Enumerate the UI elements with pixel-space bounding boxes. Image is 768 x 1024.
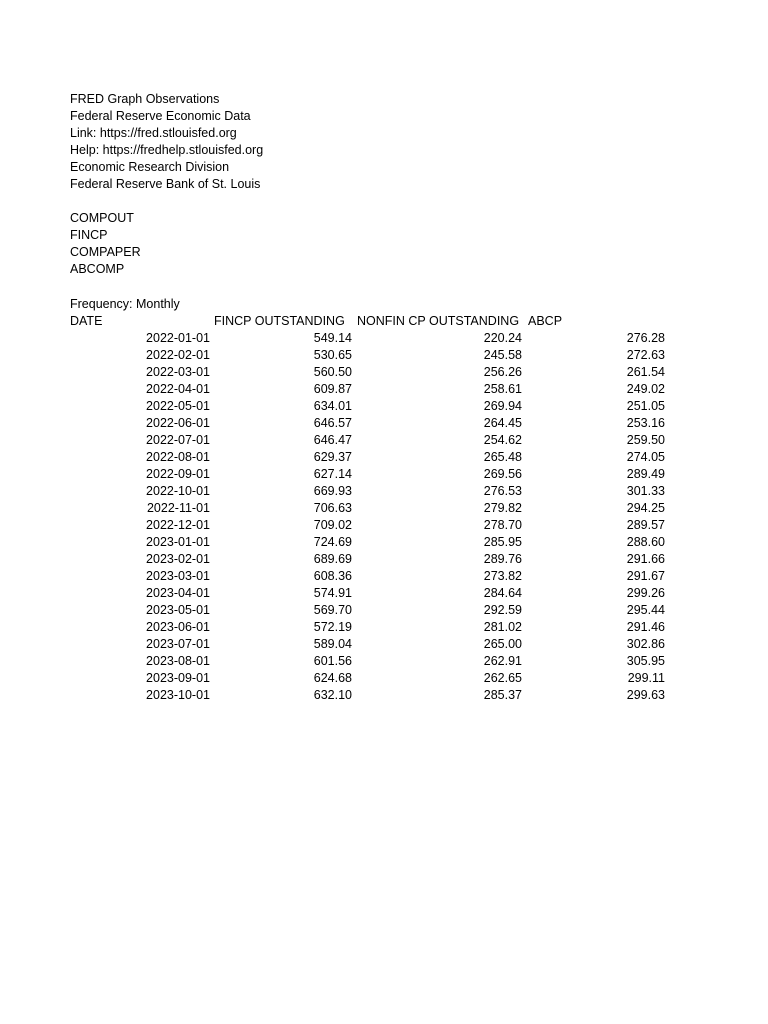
nonfin-cell: 278.70 <box>483 518 522 532</box>
fincp-cell: 709.02 <box>313 518 352 532</box>
nonfin-cell: 220.24 <box>483 331 522 345</box>
fincp-cell: 634.01 <box>313 399 352 413</box>
fincp-cell: 689.69 <box>313 552 352 566</box>
nonfin-cell: 285.95 <box>483 535 522 549</box>
header-line-bank: Federal Reserve Bank of St. Louis <box>70 177 261 191</box>
date-cell: 2023-10-01 <box>146 688 210 702</box>
fincp-cell: 601.56 <box>313 654 352 668</box>
nonfin-cell: 262.65 <box>483 671 522 685</box>
fincp-cell: 646.47 <box>313 433 352 447</box>
series-id-abcomp: ABCOMP <box>70 262 125 276</box>
abcp-cell: 291.46 <box>626 620 665 634</box>
date-cell: 2022-05-01 <box>146 399 210 413</box>
abcp-cell: 274.05 <box>626 450 665 464</box>
date-cell: 2023-08-01 <box>146 654 210 668</box>
date-cell: 2023-09-01 <box>146 671 210 685</box>
abcp-cell: 299.63 <box>626 688 665 702</box>
fincp-cell: 632.10 <box>313 688 352 702</box>
nonfin-cell: 281.02 <box>483 620 522 634</box>
fincp-cell: 669.93 <box>313 484 352 498</box>
date-cell: 2023-04-01 <box>146 586 210 600</box>
fincp-cell: 724.69 <box>313 535 352 549</box>
nonfin-cell: 289.76 <box>483 552 522 566</box>
date-cell: 2023-05-01 <box>146 603 210 617</box>
nonfin-cell: 276.53 <box>483 484 522 498</box>
fincp-cell: 530.65 <box>313 348 352 362</box>
date-cell: 2022-06-01 <box>146 416 210 430</box>
date-cell: 2022-09-01 <box>146 467 210 481</box>
nonfin-cell: 265.00 <box>483 637 522 651</box>
nonfin-cell: 279.82 <box>483 501 522 515</box>
abcp-cell: 261.54 <box>626 365 665 379</box>
abcp-cell: 295.44 <box>626 603 665 617</box>
date-cell: 2022-04-01 <box>146 382 210 396</box>
fincp-cell: 629.37 <box>313 450 352 464</box>
abcp-cell: 259.50 <box>626 433 665 447</box>
nonfin-cell: 256.26 <box>483 365 522 379</box>
date-cell: 2022-08-01 <box>146 450 210 464</box>
nonfin-cell: 269.56 <box>483 467 522 481</box>
date-cell: 2022-11-01 <box>146 501 210 515</box>
fincp-cell: 549.14 <box>313 331 352 345</box>
abcp-cell: 251.05 <box>626 399 665 413</box>
nonfin-cell: 292.59 <box>483 603 522 617</box>
nonfin-cell: 285.37 <box>483 688 522 702</box>
abcp-cell: 301.33 <box>626 484 665 498</box>
date-cell: 2023-02-01 <box>146 552 210 566</box>
nonfin-cell: 284.64 <box>483 586 522 600</box>
header-line-link: Link: https://fred.stlouisfed.org <box>70 126 237 140</box>
date-cell: 2023-01-01 <box>146 535 210 549</box>
nonfin-cell: 262.91 <box>483 654 522 668</box>
fincp-cell: 706.63 <box>313 501 352 515</box>
fincp-cell: 646.57 <box>313 416 352 430</box>
abcp-cell: 249.02 <box>626 382 665 396</box>
fincp-cell: 574.91 <box>313 586 352 600</box>
column-header-date: DATE <box>70 314 103 328</box>
fincp-cell: 608.36 <box>313 569 352 583</box>
date-cell: 2022-02-01 <box>146 348 210 362</box>
series-id-compout: COMPOUT <box>70 211 134 225</box>
date-cell: 2022-10-01 <box>146 484 210 498</box>
abcp-cell: 276.28 <box>626 331 665 345</box>
nonfin-cell: 273.82 <box>483 569 522 583</box>
abcp-cell: 291.67 <box>626 569 665 583</box>
nonfin-cell: 264.45 <box>483 416 522 430</box>
abcp-cell: 291.66 <box>626 552 665 566</box>
abcp-cell: 305.95 <box>626 654 665 668</box>
date-cell: 2022-07-01 <box>146 433 210 447</box>
header-line-source: Federal Reserve Economic Data <box>70 109 251 123</box>
abcp-cell: 302.86 <box>626 637 665 651</box>
abcp-cell: 288.60 <box>626 535 665 549</box>
fincp-cell: 589.04 <box>313 637 352 651</box>
nonfin-cell: 258.61 <box>483 382 522 396</box>
date-cell: 2023-07-01 <box>146 637 210 651</box>
date-cell: 2022-01-01 <box>146 331 210 345</box>
abcp-cell: 289.49 <box>626 467 665 481</box>
fincp-cell: 569.70 <box>313 603 352 617</box>
abcp-cell: 272.63 <box>626 348 665 362</box>
frequency-label: Frequency: Monthly <box>70 297 180 311</box>
column-header-nonfin: NONFIN CP OUTSTANDING <box>357 314 520 328</box>
date-cell: 2023-06-01 <box>146 620 210 634</box>
column-header-fincp: FINCP OUTSTANDING <box>214 314 345 328</box>
nonfin-cell: 269.94 <box>483 399 522 413</box>
abcp-cell: 299.11 <box>627 671 665 685</box>
nonfin-cell: 245.58 <box>483 348 522 362</box>
series-id-fincp: FINCP <box>70 228 108 242</box>
nonfin-cell: 265.48 <box>483 450 522 464</box>
abcp-cell: 253.16 <box>626 416 665 430</box>
column-header-abcp: ABCP <box>528 314 563 328</box>
abcp-cell: 299.26 <box>626 586 665 600</box>
header-line-help: Help: https://fredhelp.stlouisfed.org <box>70 143 264 157</box>
fincp-cell: 572.19 <box>313 620 352 634</box>
header-line-title: FRED Graph Observations <box>70 92 220 106</box>
fincp-cell: 624.68 <box>313 671 352 685</box>
date-cell: 2022-03-01 <box>146 365 210 379</box>
nonfin-cell: 254.62 <box>483 433 522 447</box>
abcp-cell: 294.25 <box>626 501 665 515</box>
series-id-compaper: COMPAPER <box>70 245 141 259</box>
date-cell: 2023-03-01 <box>146 569 210 583</box>
fincp-cell: 560.50 <box>313 365 352 379</box>
header-line-division: Economic Research Division <box>70 160 230 174</box>
date-cell: 2022-12-01 <box>146 518 210 532</box>
fincp-cell: 627.14 <box>313 467 352 481</box>
fincp-cell: 609.87 <box>313 382 352 396</box>
abcp-cell: 289.57 <box>626 518 665 532</box>
